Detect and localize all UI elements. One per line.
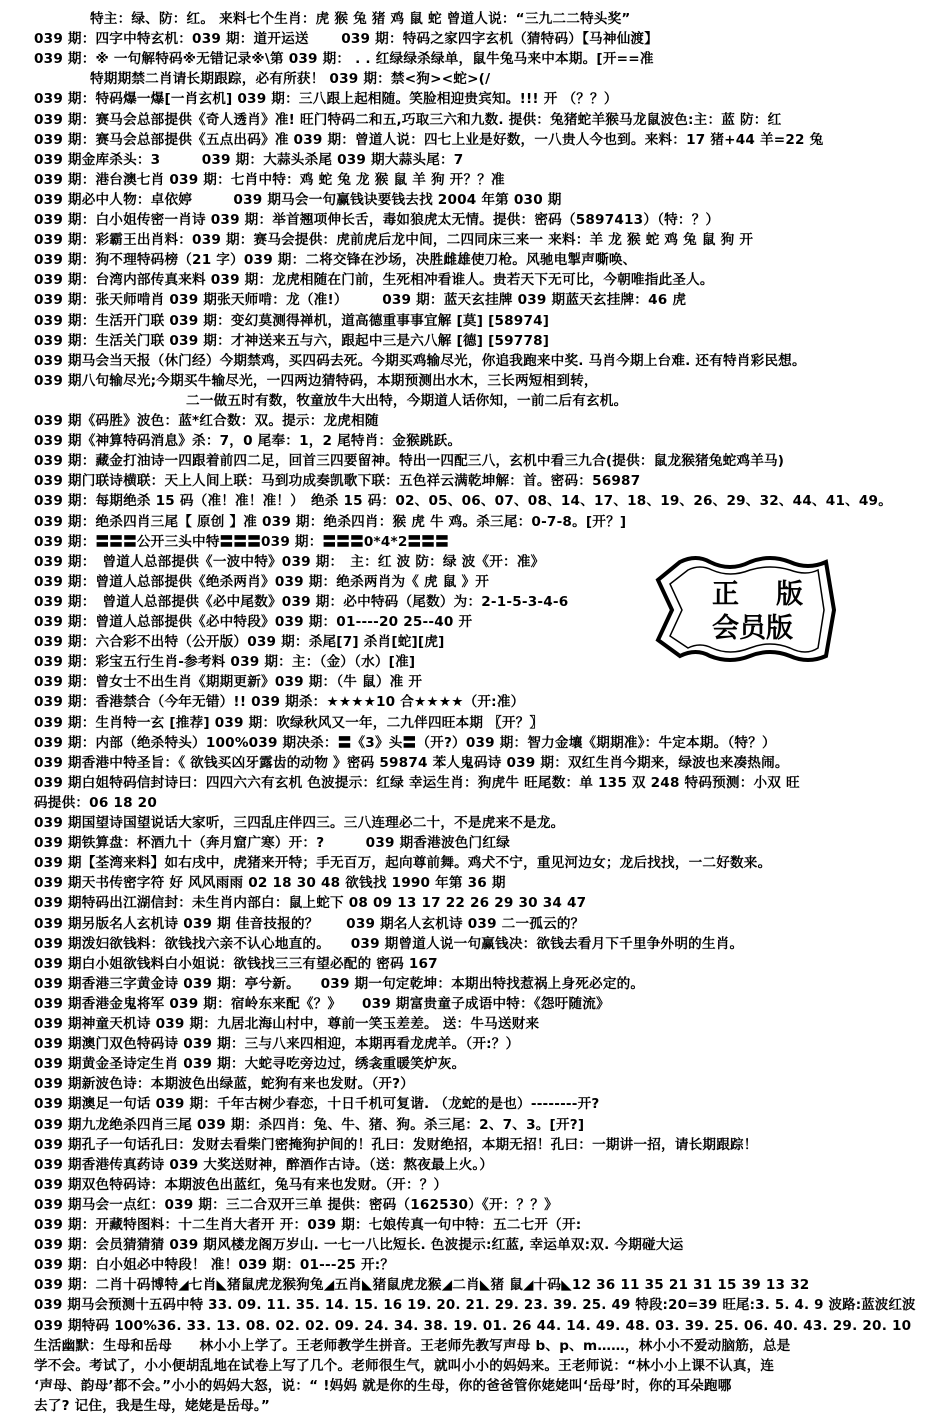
text-line: 039 期澳门双色特码诗 039 期：三与八来四相迎，本期再看龙虎羊。（开:？） [34, 1036, 520, 1053]
text-line: 码提供：06 18 20 [34, 794, 157, 811]
text-line: 039 期：生活开门联 039 期：变幻莫测得禅机，道高德重事事宜解 [莫] [58974] [34, 312, 550, 329]
text-line: 039 期：四字中特玄机：039 期：道开运送 039 期：特码之家四字玄机（猜特码）【马神仙渡】 [34, 31, 659, 48]
text-line: 生活幽默：生母和岳母 林小小上学了。王老师教学生拼音。王老师先教写声母 b、p、m……，林小小不爱动脑筋，总是 [34, 1337, 791, 1354]
text-line: 039 期必中人物：卓依婷 039 期马会一句赢钱诀要钱去找 2004 年第 030 期 [34, 191, 562, 208]
stamp-char-zheng: 正 [712, 579, 739, 610]
text-line: 039 期： 曾道人总部提供《必中尾数》039 期：必中特码（尾数）为：2-1-5-3-4-6 [34, 593, 569, 610]
text-line: 039 期：每期绝杀 15 码（准！准！准！） 绝杀 15 码：02、05、06、07、08、14、17、18、19、26、29、32、44、41、49。 [34, 493, 893, 510]
text-line: 039 期特码 100%36. 33. 13. 08. 02. 02. 09. 24. 34. 38. 19. 01. 26 44. 14. 49. 48. 03. 39. 25. 06. 40. 43. 29. 20. 10 [34, 1317, 912, 1334]
text-line: 039 期黄金圣诗定生肖 039 期：大蛇寻吃旁边过，绣衾重暖笑炉灰。 [34, 1056, 466, 1073]
text-line: 039 期：生肖特一玄 [推荐] 039 期：吹绿秋风又一年，二九伴四旺本期 〖开？〗 [34, 714, 544, 731]
text-line: 039 期双色特码诗：本期波色出蓝红，兔马有来也发财。（开：？） [34, 1176, 448, 1193]
text-line: 039 期：彩宝五行生肖-参考料 039 期：主：（金）（水）[准] [34, 654, 416, 671]
text-line: 039 期香港中特圣旨：《 欲钱买凶牙露齿的动物 》密码 59874 苯人鬼码诗 039 期：双红生肖今期来，绿波也来凑热闹。 [34, 754, 789, 771]
text-line: 039 期天书传密字符 好 风风雨雨 02 18 30 48 欲钱找 1990 年第 36 期 [34, 875, 506, 892]
text-line: 特主：绿、防：红。 来料七个生肖：虎 猴 兔 猪 鸡 鼠 蛇 曾道人说：“三九二二特头奖” [90, 11, 631, 27]
text-line: 039 期：赛马会总部提供《五点出码》准 039 期：曾道人说：四七上业是好数，一八贵人今也到。来料：17 猪+44 羊=22 兔 [34, 131, 824, 148]
text-line: 039 期：台湾内部传真来料 039 期：龙虎相随在门前，生死相冲看谁人。贵若天下无可比，今朝唯指此圣人。 [34, 272, 714, 289]
text-line: 039 期：赛马会总部提供《奇人透肖》准! 旺门特码二和五,巧取三六和九数. 提供：兔猪蛇羊猴马龙鼠波色:主：蓝 防：红 [34, 111, 782, 128]
text-line: 039 期：白小姐必中特段！ 准！039 期：01---25 开:？ [34, 1257, 395, 1274]
text-line: 039 期：〓〓〓公开三头中特〓〓〓039 期：〓〓〓0*4*2〓〓〓 [34, 533, 449, 550]
text-line: 039 期新波色诗：本期波色出绿蓝，蛇狗有来也发财。（开?） [34, 1076, 415, 1093]
text-line: 二一做五时有数，牧童放牛大出特，今期道人话你知，一前二后有玄机。 [186, 392, 628, 409]
text-line: 039 期白小姐欲钱料白小姐说：欲钱找三三有望必配的 密码 167 [34, 955, 438, 972]
text-line: 039 期门联诗横联：天上人间上联：马到功成奏凯歌下联：五色祥云满乾坤解：首。密码：56987 [34, 473, 641, 490]
text-line: 039 期铁算盘：杯酒九十（奔月窟广寒）开：? 039 期香港波色门红绿 [34, 835, 510, 852]
text-line: 039 期《神算特码消息》杀：7，0 尾奉：1，2 尾特肖：金猴跳跃。 [34, 433, 462, 450]
text-line: 039 期：开藏特图料：十二生肖大者开 开：039 期：七娘传真一句中特：五二七开（开: [34, 1217, 582, 1233]
stamp-char-ban: 版 [776, 579, 803, 610]
text-line: 039 期：曾道人总部提供《必中特段》039 期：01----20 25--40 开 [34, 614, 473, 630]
genuine-member-edition-stamp [650, 552, 846, 672]
text-line: 039 期：狗不理特码榜（21 字）039 期：二将交锋在沙场，决胜雌雄使刀枪。风驰电掣声嘶唤、 [34, 252, 637, 269]
text-line: 039 期另版名人玄机诗 039 期 佳音技报的？ 039 期名人玄机诗 039 二一孤云的？ [34, 915, 585, 932]
text-line: 039 期：绝杀四肖三尾【 原创 】准 039 期：绝杀四肖：猴 虎 牛 鸡。杀三尾：0-7-8。[开？] [34, 513, 627, 530]
text-line: 039 期马会当天报（休门经）今期禁鸡，买四码去死。今期买鸡输尽光，你追我跑来中奖. 马肖今期上台难. 还有特肖彩民想。 [34, 352, 806, 369]
text-line: 039 期：生活关门联 039 期：才神送来五与六，跟起中三是六八解 [德] [59778] [34, 332, 550, 349]
text-line: 039 期：会员猜猜猜 039 期风楼龙阁万岁山. 一七一八比短长. 色波提示:红蓝, 幸运单双:双. 今期碰大运 [34, 1237, 684, 1254]
text-line: 039 期金库杀头：3 039 期：大蒜头杀尾 039 期大蒜头尾：7 [34, 151, 464, 168]
stamp-banner-outline [650, 552, 846, 672]
text-line: 039 期香港三字黄金诗 039 期：亭兮新。 039 期一句定乾坤：本期出特找惹祸上身死必定的。 [34, 975, 645, 992]
text-line: 039 期九龙绝杀四肖三尾 039 期：杀四肖：兔、牛、猪、狗。杀三尾：2、7、3。[开?] [34, 1116, 585, 1133]
text-line: 039 期神童天机诗 039 期：九居北海山村中，尊前一笑玉差差。 送：牛马送财来 [34, 1016, 540, 1032]
text-line: 039 期：曾道人总部提供《绝杀两肖》039 期：绝杀两肖为《 虎 鼠 》开 [34, 573, 490, 590]
text-line: 039 期：内部（绝杀特头）100%039 期决杀：〓《3》头〓（开?）039 期：智力金壤《期期准》：牛定本期。（特？） [34, 734, 776, 751]
text-line: 039 期香港传真药诗 039 大奖送财神，醉酒作古诗。（送：熬夜最上火。） [34, 1156, 494, 1173]
text-line: 039 期： 曾道人总部提供《一波中特》039 期： 主：红 波 防：绿 波《开：准》 [34, 553, 545, 570]
text-line: 039 期：藏金打油诗一四跟着前四二足，回首三四要留神。特出一四配三八，玄机中看三九合(提供：鼠龙猴猪兔蛇鸡羊马) [34, 453, 785, 470]
stamp-member-edition: 会员版 [712, 613, 793, 644]
text-line: 039 期孔子一句话孔曰：发财去看柴门密掩狗护间的！孔曰：发财绝招，本期无招！孔曰：一期讲一招，请长期跟踪！ [34, 1136, 758, 1153]
text-line: 039 期特码出江湖信封：未生肖内部白：鼠上蛇下 08 09 13 17 22 26 29 30 34 47 [34, 895, 587, 912]
text-line: 039 期：白小姐传密一肖诗 039 期：举首翘项伸长舌，毒如狼虎太无情。提供：密码（5897413）（特：？） [34, 212, 720, 228]
text-line: 039 期：六合彩不出特（公开版）039 期：杀尾[7] 杀肖[蛇][虎] [34, 634, 445, 651]
text-line: 去了? 记住，我是生母，姥姥是岳母。” [34, 1397, 271, 1414]
text-line: 039 期八句输尽光;今期买牛输尽光，一四两边猜特码，本期预测出水木，三长两短相到转， [34, 372, 598, 389]
text-line: 039 期：※ 一句解特码※无错记录※\第 039 期： . . 红绿绿杀绿单，鼠牛兔马来中本期。[开==准 [34, 51, 654, 68]
text-line: 039 期：特码爆一爆[一肖玄机] 039 期：三八跟上起相随。笑脸相迎贵宾知。!!! 开 （？？） [34, 91, 618, 108]
text-line: 039 期马会一点红：039 期：三二合双开三单 提供：密码（162530）《开：？？》 [34, 1196, 558, 1213]
text-line: 039 期香港金鬼将军 039 期：宿岭东来配《？》 039 期富贵童子成语中特：《怨吁随流》 [34, 995, 610, 1012]
text-line: 039 期白姐特码信封诗曰：四四六六有玄机 色波提示：红绿 幸运生肖：狗虎牛 旺尾数：单 135 双 248 特码预测：小双 旺 [34, 774, 800, 791]
text-line: 学不会。考试了，小小便胡乱地在试卷上写了几个。老师很生气，就叫小小的妈妈来。王老师说：“林小小上课不认真，连 [34, 1357, 775, 1374]
text-line: 039 期：曾女士不出生肖《期期更新》039 期：（牛 鼠）准 开 [34, 674, 423, 691]
text-line: 039 期澳足一句话 039 期：千年古树少春恋，十日千机可复谐. （龙蛇的是也）--------开? [34, 1096, 600, 1113]
text-line: 039 期：二肖十码博特◢七肖◣猪鼠虎龙猴狗兔◢五肖◣猪鼠虎龙猴◢二肖◣猪 鼠◢十码◣12 36 11 35 21 31 15 39 13 32 [34, 1277, 810, 1294]
text-line: ‘声母、韵母’都不会。”小小的妈妈大怒，说：“ !妈妈 就是你的生母，你的爸爸管你姥姥叫‘岳母’时，你的耳朵跑哪 [34, 1377, 732, 1394]
text-line: 039 期：彩霸王出肖料：039 期：赛马会提供：虎前虎后龙中间，二四同床三来一 来料：羊 龙 猴 蛇 鸡 兔 鼠 狗 开 [34, 232, 754, 249]
text-line: 039 期泼妇欲钱料：欲钱找六亲不认心地直的。 039 期曾道人说一句赢钱决：欲钱去看月下千里争外明的生肖。 [34, 935, 744, 952]
text-line: 039 期：香港禁合（今年无错）!! 039 期杀：★★★★10 合★★★★（开:准） [34, 694, 525, 711]
text-line: 039 期国望诗国望说话大家听，三四乱庄伴四三。三八连理必二十，不是虎来不是龙。 [34, 815, 565, 831]
text-line: 039 期马会预测十五码中特 33. 09. 11. 35. 14. 15. 16 19. 20. 21. 29. 23. 39. 25. 49 特段:20=39 旺尾:3. 5. 4. 9 波路:蓝波红波 [34, 1298, 916, 1314]
text-line: 039 期：港台澳七肖 039 期：七肖中特：鸡 蛇 兔 龙 猴 鼠 羊 狗 开？？准 [34, 171, 505, 188]
text-line: 039 期：张天师啃肖 039 期张天师啃：龙（准!） 039 期：蓝天玄挂牌 039 期蓝天玄挂牌：46 虎 [34, 292, 687, 309]
text-line: 特期期禁二肖请长期跟踪，必有所获！ 039 期：禁<狗><蛇>(/ [90, 71, 491, 88]
text-line: 039 期【荃湾来料】如右戌中，虎猪来开特；手无百万，起向尊前舞。鸡犬不宁，重见河边女；龙后找找，一二好数来。 [34, 855, 772, 872]
text-line: 039 期《码胜》波色：蓝*红合数：双。提示：龙虎相随 [34, 413, 379, 429]
